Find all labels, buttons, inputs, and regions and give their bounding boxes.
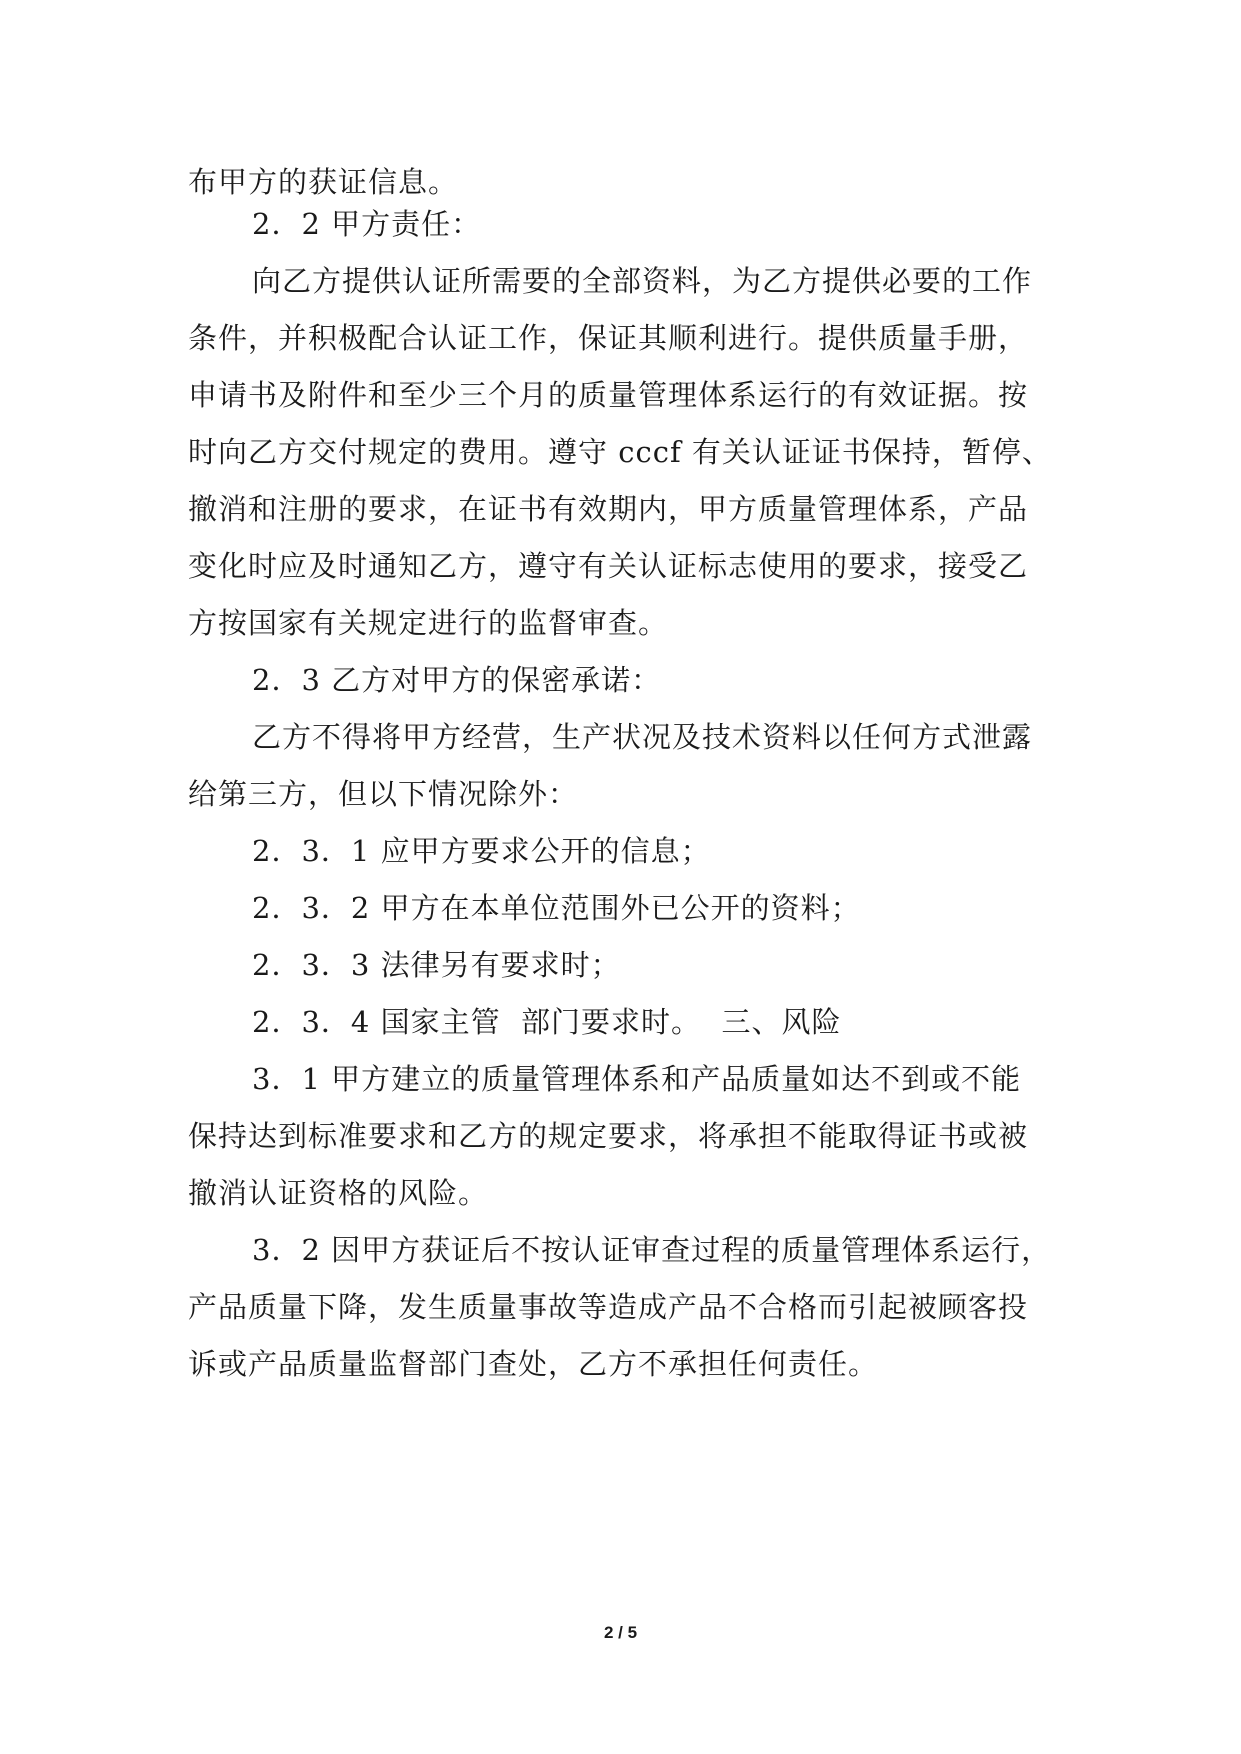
text-line: 变化时应及时通知乙方，遵守有关认证标志使用的要求，接受乙 xyxy=(188,549,1029,583)
text-line: 时向乙方交付规定的费用。遵守 cccf 有关认证证书保持，暂停、 xyxy=(188,435,1052,469)
text-line: 3．2 因甲方获证后不按认证审查过程的质量管理体系运行， xyxy=(252,1233,1052,1267)
section-heading: 2．2 甲方责任： xyxy=(252,207,482,241)
text-line: 申请书及附件和至少三个月的质量管理体系运行的有效证据。按 xyxy=(188,378,1029,412)
page-number: 2 / 5 xyxy=(603,1623,638,1642)
text-line: 诉或产品质量监督部门查处，乙方不承担任何责任。 xyxy=(188,1347,879,1381)
text-line: 撤消认证资格的风险。 xyxy=(188,1176,489,1210)
section-heading: 2．3 乙方对甲方的保密承诺： xyxy=(252,663,662,697)
text-line: 3．1 甲方建立的质量管理体系和产品质量如达不到或不能 xyxy=(252,1062,1022,1096)
text-line: 条件，并积极配合认证工作，保证其顺利进行。提供质量手册， xyxy=(188,321,1029,355)
text-line: 布甲方的获证信息。 xyxy=(188,165,459,199)
text-line: 方按国家有关规定进行的监督审查。 xyxy=(188,606,669,640)
list-item: 2．3．2 甲方在本单位范围外已公开的资料； xyxy=(252,891,861,925)
text-line: 产品质量下降，发生质量事故等造成产品不合格而引起被顾客投 xyxy=(188,1290,1029,1324)
list-item: 2．3．1 应甲方要求公开的信息； xyxy=(252,834,711,868)
text-line: 给第三方，但以下情况除外： xyxy=(188,777,579,811)
text-line: 保持达到标准要求和乙方的规定要求，将承担不能取得证书或被 xyxy=(188,1119,1029,1153)
list-item: 2．3．4 国家主管 部门要求时。 三、风险 xyxy=(252,1005,842,1039)
text-line: 乙方不得将甲方经营，生产状况及技术资料以任何方式泄露 xyxy=(252,720,1033,754)
text-line: 向乙方提供认证所需要的全部资料，为乙方提供必要的工作 xyxy=(252,264,1033,298)
text-line: 撤消和注册的要求，在证书有效期内，甲方质量管理体系，产品 xyxy=(188,492,1029,526)
list-item: 2．3．3 法律另有要求时； xyxy=(252,948,621,982)
